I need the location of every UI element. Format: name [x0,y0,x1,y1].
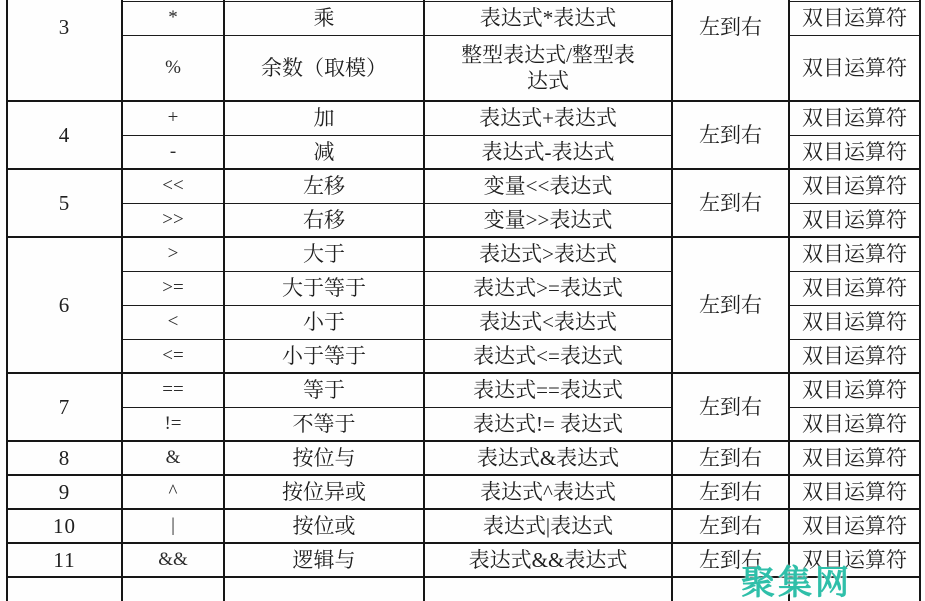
usage-cell: 表达式<=表达式 [424,339,672,373]
usage-cell: 表达式^表达式 [424,475,672,509]
priority-cell: 11 [7,543,122,577]
associativity-cell: 左到右 [672,509,789,543]
usage-cell: 变量>>表达式 [424,203,672,237]
usage-cell: 表达式&&表达式 [424,543,672,577]
operator-cell: | [122,509,224,543]
usage-cell: 表达式*表达式 [424,1,672,35]
name-cell: 加 [224,101,424,135]
associativity-cell: 左到右 [672,373,789,441]
name-cell: 小于等于 [224,339,424,373]
name-cell: 等于 [224,373,424,407]
operator-cell: ^ [122,475,224,509]
priority-cell: 5 [7,169,122,237]
type-cell: 双目运算符 [789,407,920,441]
operator-cell [122,577,224,601]
operator-cell: * [122,1,224,35]
associativity-cell: 左到右 [672,0,789,101]
priority-cell: 3 [7,0,122,101]
associativity-cell: 左到右 [672,169,789,237]
name-cell [224,577,424,601]
usage-cell: 表达式|表达式 [424,509,672,543]
usage-cell: 表达式!= 表达式 [424,407,672,441]
type-cell: 双目运算符 [789,271,920,305]
type-cell: 双目运算符 [789,543,920,577]
table-row [7,441,920,475]
name-cell: 按位异或 [224,475,424,509]
name-cell: 余数（取模） [224,35,424,101]
type-cell: 双目运算符 [789,237,920,271]
type-cell: 双目运算符 [789,169,920,203]
type-cell: 双目运算符 [789,101,920,135]
type-cell: 双目运算符 [789,441,920,475]
priority-cell [7,577,122,601]
operator-cell: & [122,441,224,475]
usage-cell: 表达式-表达式 [424,135,672,169]
associativity-cell: 左到右 [672,101,789,169]
type-cell: 双目运算符 [789,475,920,509]
name-cell: 按位或 [224,509,424,543]
type-cell: 双目运算符 [789,339,920,373]
type-cell: 双目运算符 [789,305,920,339]
priority-cell: 8 [7,441,122,475]
type-cell: 双目运算符 [789,373,920,407]
operator-cell: < [122,305,224,339]
name-cell: 左移 [224,169,424,203]
priority-cell: 10 [7,509,122,543]
type-cell: 双目运算符 [789,1,920,35]
type-cell: 双目运算符 [789,35,920,101]
priority-cell: 4 [7,101,122,169]
name-cell: 右移 [224,203,424,237]
type-cell: 双目运算符 [789,509,920,543]
name-cell: 大于 [224,237,424,271]
name-cell: 乘 [224,1,424,35]
usage-cell: 表达式+表达式 [424,101,672,135]
priority-cell: 9 [7,475,122,509]
table-row [7,101,920,135]
associativity-cell: 左到右 [672,237,789,373]
operator-cell: % [122,35,224,101]
priority-cell: 6 [7,237,122,373]
usage-cell: 表达式&表达式 [424,441,672,475]
associativity-cell: 左到右 [672,475,789,509]
operator-cell: != [122,407,224,441]
name-cell: 按位与 [224,441,424,475]
name-cell: 不等于 [224,407,424,441]
operator-cell: == [122,373,224,407]
name-cell: 减 [224,135,424,169]
name-cell: 小于 [224,305,424,339]
usage-cell: 表达式<表达式 [424,305,672,339]
usage-cell: 整型表达式/整型表达式 [424,35,672,101]
table-row [7,237,920,271]
priority-cell: 7 [7,373,122,441]
associativity-cell: 左到右 [672,543,789,577]
usage-cell [424,577,672,601]
table-row [7,509,920,543]
name-cell: 大于等于 [224,271,424,305]
usage-cell: 表达式>=表达式 [424,271,672,305]
usage-cell: 表达式>表达式 [424,237,672,271]
juji-site-watermark: 聚集网 [741,564,852,601]
operator-cell: > [122,237,224,271]
operator-cell: >> [122,203,224,237]
operator-cell: + [122,101,224,135]
table-row [7,475,920,509]
table-row [7,169,920,203]
name-cell: 逻辑与 [224,543,424,577]
usage-cell: 表达式==表达式 [424,373,672,407]
type-cell: 双目运算符 [789,203,920,237]
operator-cell: >= [122,271,224,305]
usage-cell: 变量<<表达式 [424,169,672,203]
operator-cell: && [122,543,224,577]
operator-cell: << [122,169,224,203]
precedence-table [6,0,921,601]
table-row [7,373,920,407]
type-cell: 双目运算符 [789,135,920,169]
associativity-cell: 左到右 [672,441,789,475]
precedence-table-body [7,0,920,601]
operator-cell: - [122,135,224,169]
operator-cell: <= [122,339,224,373]
